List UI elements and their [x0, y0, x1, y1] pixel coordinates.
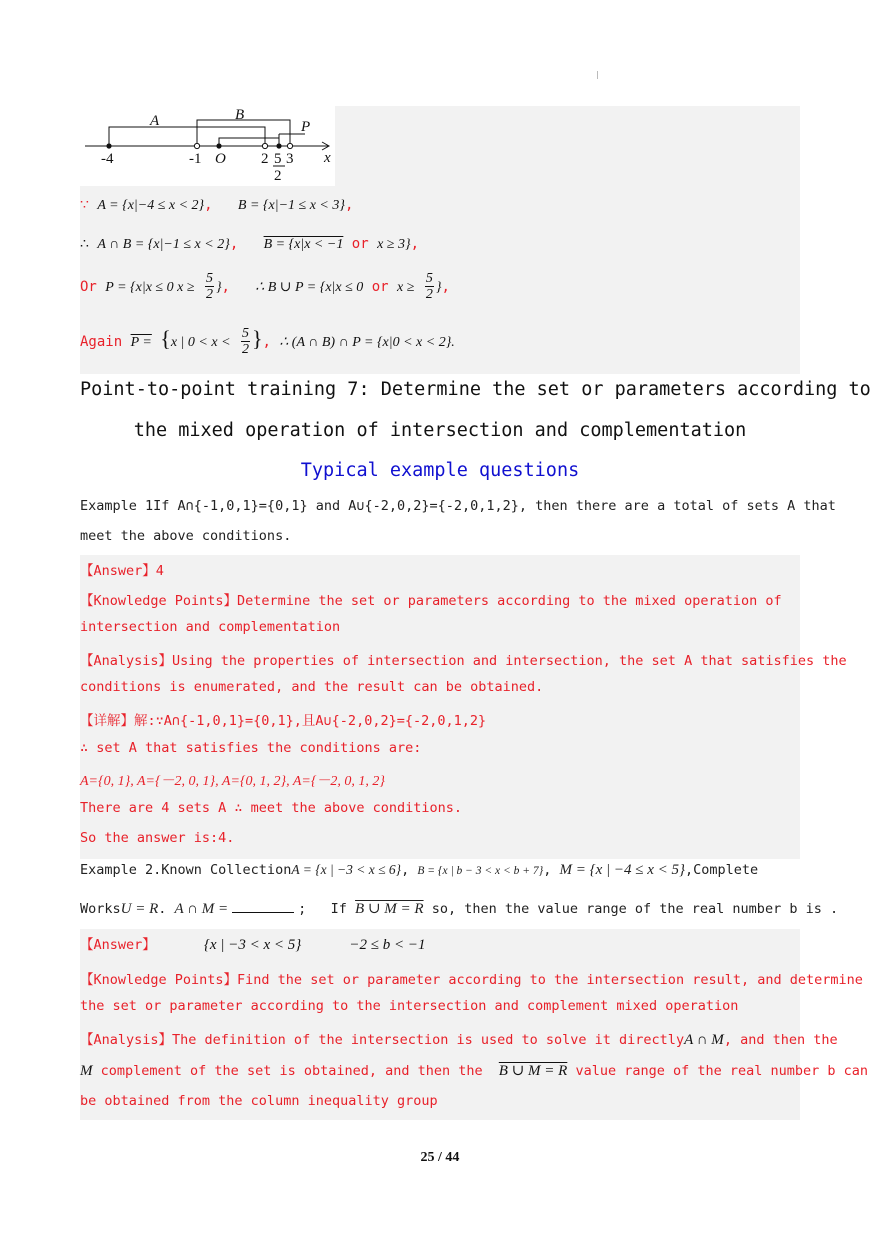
therefore-symbol: ∴ [80, 237, 89, 252]
b-cup-m: B ∪ M = R [355, 901, 424, 917]
section-heading-line2: the mixed operation of intersection and complementation [133, 420, 747, 441]
or-prefix: Or [80, 279, 97, 295]
answer1-answer: 【Answer】4 [80, 563, 164, 579]
answer1-detail: 【详解】解:∵A∩{-1,0,1}={0,1},且A∪{-2,0,2}={-2,0,1,2} [80, 713, 487, 729]
tick-5: 5 [274, 151, 282, 167]
fraction-5-2-c: $\frac{5}{2}$ [241, 326, 249, 357]
tick-2: 2 [261, 151, 269, 167]
tick-3: 3 [286, 151, 294, 167]
set-p-def: P = {x|x ≤ 0 x ≥ [105, 280, 195, 295]
tick-neg1: -1 [189, 151, 202, 167]
answer1-therefore: ∴ set A that satisfies the conditions are: [80, 740, 422, 756]
label-B: B [235, 107, 245, 123]
number-line-diagram [80, 106, 335, 186]
answer2-an3: be obtained from the column inequality group [80, 1093, 438, 1109]
section-heading-line1: Point-to-point training 7: Determine the set or parameters according to [80, 379, 871, 400]
example2-set-b: B = {x | b − 3 < x < b + 7} [417, 865, 544, 877]
label-P: P [301, 119, 311, 135]
axis-x: x [324, 150, 331, 166]
answer2-kp1: 【Knowledge Points】Find the set or parameter according to the intersection result, and determine [80, 972, 863, 988]
answer1-so: So the answer is:4. [80, 830, 235, 846]
solution-line-1: ∵ A = {x|−4 ≤ x < 2}, B = {x|−1 ≤ x < 3}, [80, 197, 354, 213]
header-mark [597, 71, 598, 79]
because-symbol: ∵ [80, 198, 89, 213]
answer2-an1: 【Analysis】The definition of the intersection is used to solve it directlyA ∩ M, and then the [80, 1032, 838, 1048]
a-cap-b: A ∩ B = {x|−1 ≤ x < 2} [97, 237, 230, 252]
answer-blank [232, 912, 294, 913]
example2-set-m: M = {x | −4 ≤ x < 5} [559, 862, 686, 878]
tick-neg4: -4 [101, 151, 114, 167]
b-complement-tail: x ≥ 3} [377, 237, 411, 252]
example2-set-a: A = {x | −3 < x ≤ 6} [291, 862, 402, 877]
answer2-set: {x | −3 < x < 5} [203, 937, 302, 953]
final-result: ∴ (A ∩ B) ∩ P = {x|0 < x < 2}. [279, 335, 455, 350]
b-cup-p: ∴ B ∪ P = {x|x ≤ 0 [255, 280, 364, 295]
or-word: or [351, 236, 369, 252]
again-word: Again [80, 334, 123, 350]
answer1-sets: A={0, 1}, A={－2, 0, 1}, A={0, 1, 2}, A={－2, 0, 1, 2} [80, 774, 386, 789]
page-number: 25 / 44 [420, 1150, 460, 1165]
answer1-an1: 【Analysis】Using the properties of intersection and intersection, the set A that satisfies the [80, 653, 847, 669]
answer1-kp1: 【Knowledge Points】Determine the set or parameters according to the mixed operation of [80, 593, 782, 609]
set-a-def: A = {x|−4 ≤ x < 2} [97, 198, 205, 213]
tick-2-den: 2 [274, 168, 282, 184]
answer2-range: −2 ≤ b < −1 [349, 937, 426, 953]
set-b-def: B = {x|−1 ≤ x < 3} [237, 198, 345, 213]
answer2-an2: M complement of the set is obtained, and then the B ∪ M = R value range of the real number b can [80, 1063, 869, 1079]
example1-line1: Example 1If A∩{-1,0,1}={0,1} and A∪{-2,0,2}={-2,0,1,2}, then there are a total of sets A that [80, 498, 836, 514]
answer1-an2: conditions is enumerated, and the result can be obtained. [80, 679, 544, 695]
example2-line1: Example 2.Known CollectionA = {x | −3 < x ≤ 6}, B = {x | b − 3 < x < b + 7}, M = {x | −4 ≤ x < 5},Complete [80, 862, 759, 878]
answer2-answer: 【Answer】 {x | −3 < x < 5} −2 ≤ b < −1 [80, 937, 426, 953]
tick-origin: O [215, 151, 226, 167]
answer1-count: There are 4 sets A ∴ meet the above conditions. [80, 800, 463, 816]
answer2-kp2: the set or parameter according to the intersection and complement mixed operation [80, 998, 739, 1014]
p-complement: P = [130, 335, 152, 350]
a-cap-m: A ∩ M = [174, 901, 229, 917]
label-A: A [150, 113, 160, 129]
fraction-5-2-b: $\frac{5}{2}$ [425, 271, 433, 302]
answer2-shade [80, 929, 800, 1120]
solution-line-4: Again P = {x | 0 < x < $\frac{5}{2}$ }, ∴ (A ∩ B) ∩ P = {x|0 < x < 2}. [80, 326, 455, 357]
example2-line2: WorksU = R. A ∩ M = ; If B ∪ M = R so, then the value range of the real number b is . [80, 901, 839, 917]
universe: U = R [120, 901, 159, 917]
fraction-5-2: $\frac{5}{2}$ [205, 271, 213, 302]
or-word-2: or [371, 279, 389, 295]
example2-prefix: Example 2.Known Collection [80, 862, 292, 878]
subheading: Typical example questions [300, 460, 580, 481]
example1-line2: meet the above conditions. [80, 528, 292, 544]
solution-line-2: ∴ A ∩ B = {x|−1 ≤ x < 2}, B = {x|x < −1 or x ≥ 3}, [80, 236, 420, 252]
answer1-kp2: intersection and complementation [80, 619, 341, 635]
b-complement: B = {x|x < −1 [263, 237, 344, 252]
solution-line-3: Or P = {x|x ≤ 0 x ≥ $\frac{5}{2}$ }, ∴ B ∪ P = {x|x ≤ 0 or x ≥ $\frac{5}{2}$ }, [80, 271, 450, 302]
